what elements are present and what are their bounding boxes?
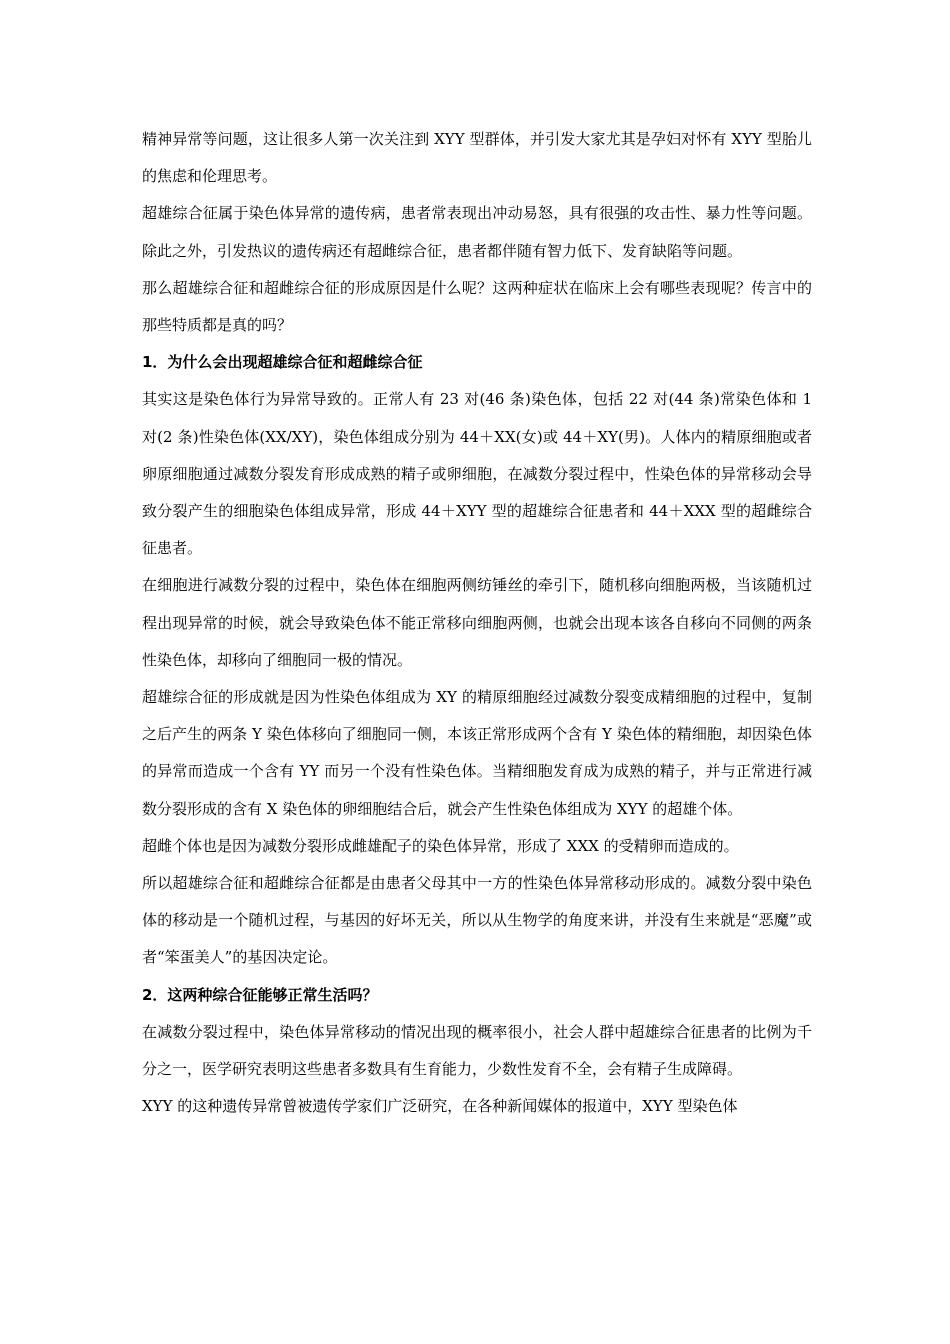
paragraph-supermale-formation: 超雄综合征的形成就是因为性染色体组成为 XY 的精原细胞经过减数分裂变成精细胞的过程中，复制之后产生的两条 Y 染色体移向了细胞同一侧，本该正常形成两个含有 Y 染色体的精细胞，却因染色体的异常而造成一个含有 YY 而另一个没有性染色体。当精细胞发育成为成熟的精子，并与正常进行减数分裂形成的含有 X 染色体的卵细胞结合后，就会产生性染色体组成为 XYY 的超雄个体。: [142, 688, 812, 818]
paragraph-xyy-attention: 精神异常等问题，这让很多人第一次关注到 XYY 型群体，并引发大家尤其是孕妇对怀有 XYY 型胎儿的焦虑和伦理思考。: [142, 130, 812, 186]
paragraph-meiosis-process: 在细胞进行减数分裂的过程中，染色体在细胞两侧纺锤丝的牵引下，随机移向细胞两极，当该随机过程出现异常的时候，就会导致染色体不能正常移向细胞两侧，也就会出现本该各自移向不同侧的两条性染色体，却移向了细胞同一极的情况。: [142, 576, 812, 669]
paragraph-questions: 那么超雄综合征和超雌综合征的形成原因是什么呢？这两种症状在临床上会有哪些表现呢？传言中的那些特质都是真的吗？: [142, 278, 812, 335]
section-heading-2: 2．这两种综合征能够正常生活吗？: [142, 985, 378, 1004]
paragraph-research: XYY 的这种遗传异常曾被遗传学家们广泛研究，在各种新闻媒体的报道中，XYY 型染色体: [142, 1097, 738, 1116]
section-heading-1: 1．为什么会出现超雄综合征和超雌综合征: [142, 353, 423, 372]
paragraph-chromosome-basics: 其实这是染色体行为异常导致的。正常人有 23 对(46 条)染色体，包括 22 对(44 条)常染色体和 1 对(2 条)性染色体(XX/XY)，染色体组成分别为 44＋XX(女)或 44＋XY(男)。人体内的精原细胞或者卵原细胞通过减数分裂发育形成成熟的精子或卵细胞，在减数分裂过程中，性染色体的异常移动会导致分裂产生的细胞染色体组成异常，形成 44＋XYY 型的超雄综合征患者和 44＋XXX 型的超雌综合征患者。: [142, 390, 812, 558]
paragraph-supermale-intro: 超雄综合征属于染色体异常的遗传病，患者常表现出冲动易怒，具有很强的攻击性、暴力性等问题。除此之外，引发热议的遗传病还有超雌综合征，患者都伴随有智力低下、发育缺陷等问题。: [142, 204, 812, 260]
paragraph-probability: 在减数分裂过程中，染色体异常移动的情况出现的概率很小，社会人群中超雄综合征患者的比例为千分之一，医学研究表明这些患者多数具有生育能力，少数性发育不全，会有精子生成障碍。: [142, 1022, 812, 1079]
paragraph-superfemale-formation: 超雌个体也是因为减数分裂形成雌雄配子的染色体异常，形成了 XXX 的受精卵而造成的。: [142, 836, 739, 855]
paragraph-conclusion: 所以超雄综合征和超雌综合征都是由患者父母其中一方的性染色体异常移动形成的。减数分裂中染色体的移动是一个随机过程，与基因的好坏无关，所以从生物学的角度来讲，并没有生来就是“恶魔”或者“笨蛋美人”的基因决定论。: [142, 874, 812, 967]
document-page: [142, 121, 812, 1125]
